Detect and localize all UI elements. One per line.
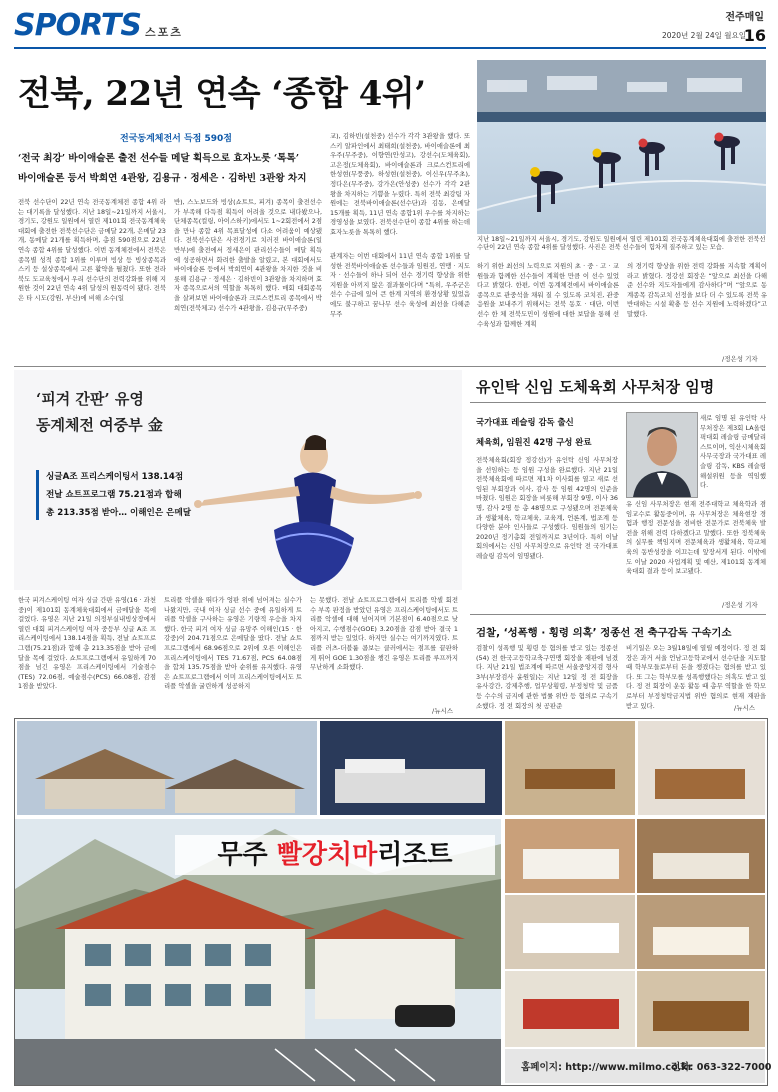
lead-subhead-1: ‘전국 최강’ 바이애슬론 출전 선수들 메달 획득으로 효자노릇 ‘톡톡’ xyxy=(18,153,300,164)
ad-title-suffix: 리조트 xyxy=(377,840,453,870)
appointment-byline: /정은성 기자 xyxy=(722,601,758,609)
lead-body-col3b: 관계자는 이번 대회에서 11년 연속 종합 1위를 달성한 전북바이애슬론 선수들과 임원진, 연맹 · 지도자 · 선수들이 하나 되어 선수 경기력 향상을 위한 지원을 아끼지 않은 결과물이다며 “특히, 우주군은 선수 수급에 있어 큰 한계 지역의 환경상황 있었음에도 불구하고 꿈나무 선수 육성에 최선을 다해준 무주 xyxy=(330,252,470,318)
ad-title xyxy=(175,835,495,875)
figure-body-col2: 트리플 악셀을 뛰다가 엉판 위에 넘어져는 실수가 나왔지만, 국내 여자 싱글 선수 중에 유일하게 트리플 악셀을 구사하는 유영은 기량적 우승을 차지했다. 한국 피겨 여자 싱글 유망주 이해인(15 · 한강중)이 204.71점으로 은메달을 땄다. 전날 쇼트프로그램에서 68.96점으로 2위에 오른 이해인은 프리스케이팅에서 TES 71.67점, PCS 64.08점을 합쳐 135.75점을 받아 순위를 유지했다. 유영은 쇼트프로그램에서 이미 프리스케이팅에서도 트리플 악셀을 굴린하게 성공하지 xyxy=(164,596,302,691)
figure-body-col3: 는 못했다. 전날 쇼트프로그램에서 트리플 악셀 회전 수 부족 판정을 받았던 유영은 프리스케이팅에서도 트리플 악셀에 대해 넘어지며 기본점이 6.40점으로 낮아지고, 수행점수(GOE) 3.20점을 감점 받아 결국 1점까지 받는 있었다. 하지만 실수는 여기까지였다. 트리플 러츠-더블룹 콤보는 클러에서는 점프를 끝판하게 뛰어 GOE 1.30점을 챙긴 유영은 트리플 루프까지 무난하게 소화했다. xyxy=(310,596,459,672)
prosecution-body-right: 비기일은 오는 3월18일에 열릴 예정이다. 정 전 회장은 과거 서울 언남고등학교에서 선수단을 지도할 때 학부모들로부터 돈을 챙겼다는 혐의를 받고 있다. 또 그는 학부모를 성폭행했다는 의혹도 받고 있다. 정 전 회장이 운동 활동 때 총무 역할을 한 학모로부터 부정청탁금지법 위반 혐의로 현재 재판을 받고 있다. xyxy=(626,644,766,710)
portrait-photo xyxy=(626,412,698,498)
ad-photo-strip xyxy=(15,719,767,817)
appointment-body-top: 새로 임명 된 유인탁 사무처장은 제3회 LA올림픽대회 레슬링 금메달리스트이며, 익산시체육회 사무국장과 국가대표 레슬링 감독, KBS 레슬링 해설위원 등을 역임했다. xyxy=(700,414,766,490)
divider xyxy=(14,366,766,367)
lead-body-col1: 전북 선수단이 22년 연속 전국동계체전 종합 4위 라는 대기록을 달성했다. 지난 18일~21일까지 서울시, 경기도, 강원도 일원에서 열린 제101회 전국동계체육대회에 출전한 전북선수단은 금메달 22개, 은메달 23개, 동메달 21개를 획득하며, 총점 590점으로 22년 연속 종합 4위를 달성했다. 이번 동계체전에서 전북은 종목별 성적 종합 1위를 이루며 빙상 등 빙상종목과 스키 등 설상종목에서 고른 활약을 펼쳤다. 또한 전라북도 도교육청에서 우리 선수단의 전력강화를 위해 지원한 것이 22년 연속 4위 달성의 원동력이 됐다. 전북은 타 시도(강원, 부산)에 비해 소수(일 xyxy=(18,198,167,302)
lead-photo-caption: 지난 18일~21일까지 서울시, 경기도, 강원도 일원에서 열린 제101회 전국동계체육대회에 출전한 전북선수단이 22년 연속 종합 4위를 달성했다. 사진은 전북 선수들이 힘차게 질주하고 있는 모습. xyxy=(477,236,766,252)
lead-byline: /정은성 기자 xyxy=(722,355,758,363)
figure-headline-1: ‘피겨 간판’ 유영 xyxy=(36,390,144,408)
figure-headline-2: 동계체전 여중부 金 xyxy=(36,416,163,434)
lead-kicker: 전국동계체전서 득점 590점 xyxy=(120,134,232,144)
resort-interior-photos xyxy=(503,819,767,1047)
lead-body-col2: 반), 스노보드와 빙상(쇼트트, 피겨) 종목이 출전선수가 부족해 다득점 획득이 어려울 것으로 내다봤으나, 단체종목(컬링, 아이스하키)에서도 1~2회전에서 2점을 만나 종합 4위 목표달성에 다소 어려움이 예상됐다. 전북선수단은 사전경기로 치러진 바이애슬론(일반부)에 출전에서 정세은이 관리선수들이 메달 획득에 성공하면서 화려한 출발을 알렸고, 본 대회에서도 바이애슬론 등에서 박희연이 4관왕을 차지한 것을 비롯해 김용규 · 정세은 · 김하빈이 3관왕을 차지하며 효자 종목으로서의 역할을 톡톡히 했다. 매회 대회종목을 살펴보면 바이애슬론과 크로스컨트리 종목에서 박희연(전북체고) 선수가 4관왕을, 김용규(무주중) xyxy=(174,198,322,312)
appointment-body-right: 유 신임 사무처장은 현재 전주대학교 체육학과 겸임교수로 활동중이며, 유 사무처장은 체육현장 경험과 행정 전문성을 겸비한 전문가로 전북체육 발전을 위해 전력 다하겠다고 말했다. 또한 정북체육의 실무를 책임지며 전문체육과 생활체육, 학교체육의 동반성장을 이끄는데 앞장서게 된다. 이밖에도 이날 2020 사업계획 및 예산, 제101회 동계체육대회 결과 등이 보고됐다. xyxy=(626,500,766,576)
figure-bullet-1: 싱글A조 프리스케이팅서 138.14점 xyxy=(46,472,184,482)
lead-body-col5: 의 경기력 향상을 위한 전력 강화를 지속할 계획이라고 밝혔다. 정강선 회장은 “앞으로 최선을 다해준 선수와 지도자들에게 감사하다”며 “앞으로 동계종목 감독코치 선정을 보다 더 수 있도록 전북 유 반대하는 시설 확충 등 선수 지원에 노력하겠다”고 말했다. xyxy=(627,262,767,318)
bullet-bar xyxy=(36,470,39,520)
figure-bullet-2: 전날 쇼트프로그램 75.21점과 합해 xyxy=(46,490,182,500)
ad-homepage[interactable]: 홈페이지: http://www.milmo.co.kr xyxy=(521,1062,693,1073)
speed-skating-photo xyxy=(477,60,766,234)
appointment-headline: 유인탁 신임 도체육회 사무처장 임명 xyxy=(476,378,715,396)
lead-body-col3a: 교), 김하빈(설천중) 선수가 각각 3관왕을 했다. 또 스키 알파인에서 최태희(설천중), 바이애슬론에 최우주(무주중), 이향연(안성고), 강선수(도체육회), 고은정(도체육회), 바이애슬론과 크로스컨트리에 한성현(무풍중), 하성현(설천중), 이신우(무주초), 정다은(무주중), 강가은(안성중) 선수가 각각 2관왕을 차지하는 기쁨을 누렸다. 특히 전북 최강팀 자원에는 전북바이애슬론(선수단)과 김동, 은메달 15개를 획득, 11년 연속 종합1위 우수를 차지하는 경영성을 보였다. 전북선수단이 종합 4위를 하는데 효자노릇을 톡톡히 했다. xyxy=(330,132,470,236)
appointment-body-main: 전북체육회(회장 정강선)가 유인탁 신임 사무처장을 선임하는 등 임원 구성을 완료했다. 지난 21일 전북체육회에 따르면 제1차 이사회를 열고 새로 선임된 부회장과 이사, 감사 등 임원 42명의 인준을 마쳤다. 임원은 회장을 비롯해 부회장 9명, 이사 36명, 감사 2명 등 총 48명으로 구성됐으며 전문체육과 생활체육, 학교체육, 교육계, 언론계, 법조계 등 다양한 분야 인사들로 구성했다. 임원들의 임기는 2020년 정기총회 전일까지로 3년이다. 특히 이날 회의에서는 신임 사무처장으로 유인탁 전 국가대표 레슬링 감독이 임명됐다. xyxy=(476,456,618,560)
page-number: 16 xyxy=(743,26,766,45)
divider xyxy=(470,402,766,403)
appointment-subhead-1: 국가대표 레슬링 감독 출신 xyxy=(476,417,574,427)
issue-date: 2020년 2월 24일 월요일 xyxy=(661,31,746,40)
advertisement xyxy=(14,718,772,1086)
header-rule xyxy=(14,47,766,49)
newspaper-name: 전주매일 xyxy=(725,12,764,23)
section-title-korean: 스포츠 xyxy=(145,26,183,39)
figure-body-col1: 한국 피겨스케이팅 여자 싱글 간판 유영(16 · 과천중)이 제101회 동계체육대회에서 금메달을 목에 걸었다. 유영은 지난 21일 의정부실내빙상장에서 열린 대회 피겨스케이팅 여자 중등부 싱글 A조 프리스케이팅에서 138.14점을 획득, 전날 쇼트프로그램(75.21점)과 합해 총 213.35점을 받아 금메달을 목에 걸었다. 쇼트프로그램에서 유일하게 70점을 넘긴 유영은 프리스케이팅에서 기술점수(TES) 72.06점, 예술점수(PCS) 66.08점, 감점 1점을 받았다. xyxy=(18,596,156,691)
lead-body-col4: 하기 위한 최선의 노력으로 지원의 초 · 중 · 고 · 교원들과 함께한 선수들이 계획한 만큼 이 선수 있었다고 밝혔다. 한편, 이번 동계체전에서 바이애슬론 종목으로 관중석을 채워 질 수 있도록 코치진, 관중 응원을 보내주기 위해서는 전북 동호 · 대단, 이번 선수 한 체 전북도민이 성원에 대한 보답을 통해 선수육성과 함께한 계획 xyxy=(477,262,619,328)
section-title: SPORTS xyxy=(14,8,141,43)
figure-bullet-3: 총 213.35점 받아… 이해인은 은메달 xyxy=(46,508,192,518)
lead-subhead-2: 바이애슬론 등서 박희연 4관왕, 김용규 · 정세은 · 김하빈 3관왕 차지 xyxy=(18,173,307,184)
lead-headline: 전북, 22년 연속 ‘종합 4위’ xyxy=(18,74,426,114)
appointment-subhead-2: 체육회, 임원진 42명 구성 완료 xyxy=(476,437,592,447)
ad-title-highlight: 빨강치마 xyxy=(276,840,378,870)
ad-phone: 전화: 063-322-7000 xyxy=(671,1062,772,1073)
divider xyxy=(470,614,766,615)
prosecution-body-left: 검찰이 성폭행 및 횡령 등 혐의를 받고 있는 정종선(54) 전 한국고등학교축구연맹 회장을 재판에 넘겼다. 지난 21일 법조계에 따르면 서울중앙지검 형사3부(부장검사 윤원일)는 지난 12일 정 전 회장을 유사강간, 강제추행, 업무상횡령, 부정청탁 및 금품 등 수수의 금지에 관한 법률 위반 등 혐의로 구속기소했다. 정 전 회장의 첫 공판준 xyxy=(476,644,618,710)
prosecution-byline: /뉴시스 xyxy=(734,704,756,712)
ad-title-prefix: 무주 xyxy=(217,840,277,870)
prosecution-headline: 검찰, ‘성폭행 · 횡령 의혹’ 정종선 전 축구감독 구속기소 xyxy=(476,627,732,639)
figure-byline: /뉴시스 xyxy=(432,707,454,715)
